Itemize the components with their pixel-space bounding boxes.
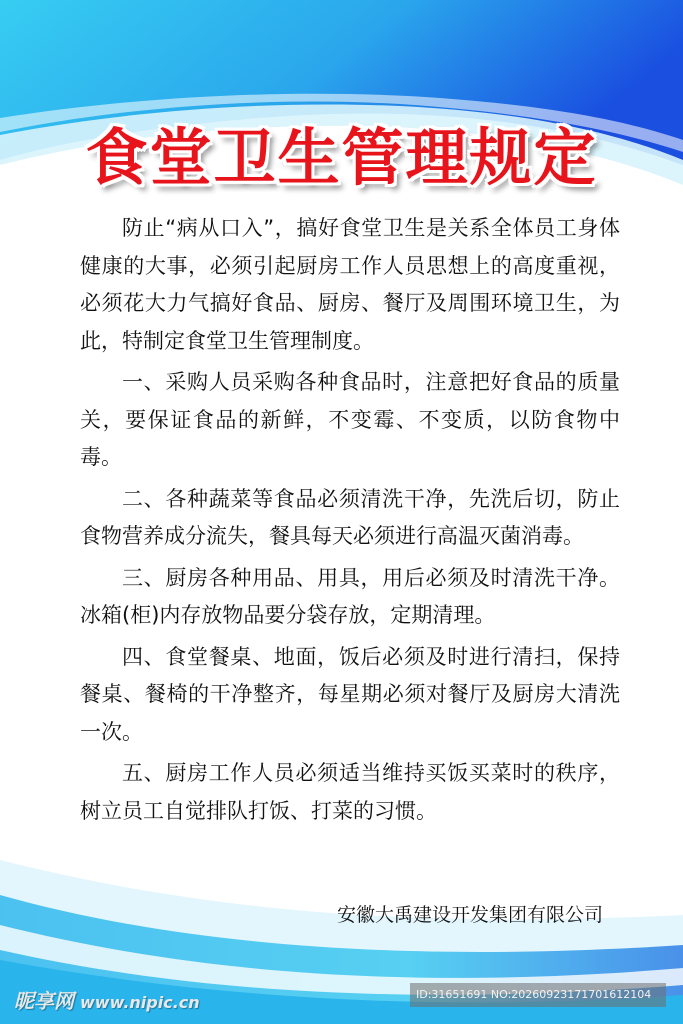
- watermark-logo-text: 昵享网: [14, 989, 74, 1013]
- rule-paragraph-5: 五、厨房工作人员必须适当维持买饭买菜时的秩序，树立员工自觉排队打饭、打菜的习惯。: [80, 761, 620, 823]
- rule-paragraph-1: 一、采购人员采购各种食品时，注意把好食品的质量关，要保证食品的新鲜，不变霉、不变质，以防食物中毒。: [80, 370, 620, 469]
- watermark-logo: [14, 985, 200, 1014]
- rule-paragraph-4: 四、食堂餐桌、地面，饭后必须及时进行清扫，保持餐桌、餐椅的干净整齐，每星期必须对餐厅及厨房大清洗一次。: [80, 644, 620, 744]
- watermark-id: ID:31651691 NO:20260923171701612104: [410, 983, 666, 1007]
- rule-paragraph-3: 三、厨房各种用品、用具，用后必须及时清洗干净。冰箱(柜)内存放物品要分袋存放，定期清理。: [80, 565, 620, 627]
- regulation-body: [80, 210, 620, 834]
- intro-paragraph: 防止“病从口入”，搞好食堂卫生是关系全体员工身体健康的大事，必须引起厨房工作人员思想上的高度重视，必须花大力气搞好食品、厨房、餐厅及周围环境卫生，为此，特制定食堂卫生管理制度。: [80, 216, 620, 353]
- watermark-url: www.nipic.cn: [80, 993, 200, 1012]
- company-signature: 安徽大禹建设开发集团有限公司: [336, 904, 603, 926]
- rule-paragraph-2: 二、各种蔬菜等食品必须清洗干净，先洗后切，防止食物营养成分流失，餐具每天必须进行高温灭菌消毒。: [80, 486, 620, 548]
- page-title: 食堂卫生管理规定: [85, 121, 598, 194]
